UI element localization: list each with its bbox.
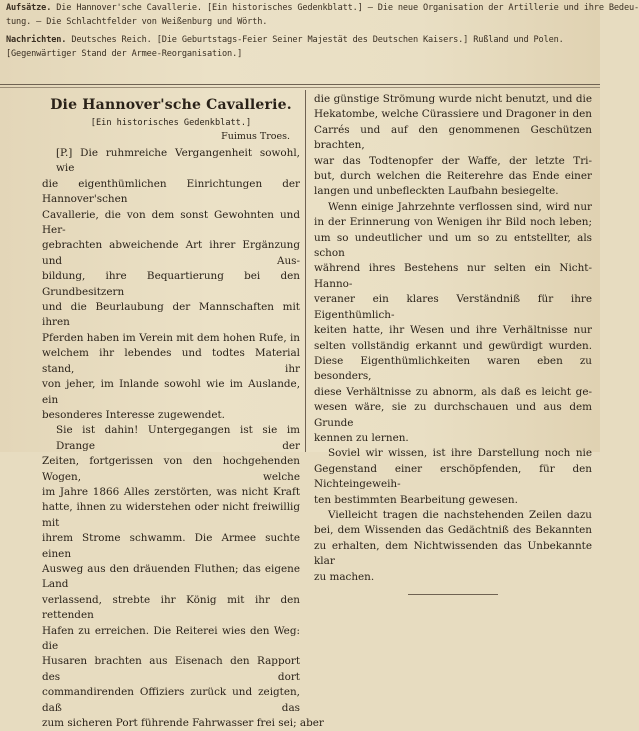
text-line: war das Todtenopfer der Waffe, der letzte Tri- — [314, 154, 592, 167]
text-line: veraner ein klares Verständniß für ihre Eigenthümlich- — [314, 293, 592, 321]
toc-entry: Deutsches Reich. [Die Geburtstags-Feier Seiner Majestät des Deutschen Kaisers.] Rußland und Polen. — [66, 35, 564, 45]
toc-line — [6, 16, 267, 29]
text-line: kennen zu lernen. — [314, 431, 409, 444]
text-line: Vielleicht tragen die nachstehenden Zeilen dazu — [328, 508, 592, 521]
text-line: im Jahre 1866 Alles zerstörten, was nicht Kraft — [42, 485, 300, 498]
article-subtitle: [Ein historisches Gedenkblatt.] — [90, 118, 252, 128]
text-line: zum sicheren Port führende Fahrwasser frei sei; aber — [42, 717, 324, 730]
article-right-column — [314, 92, 592, 595]
text-line: Sie ist dahin! Untergegangen ist sie im Drange der — [56, 424, 300, 452]
text-line: bei, dem Wissenden das Gedächtniß des Bekannten — [314, 524, 592, 537]
text-line: wesen wäre, sie zu durchschauen und aus dem Grunde — [314, 401, 592, 429]
column-divider — [305, 90, 306, 452]
header-divider-secondary — [0, 87, 600, 88]
text-line: but, durch welchen die Reiterehre das Ende einer — [314, 170, 592, 183]
article-body-left — [42, 146, 324, 731]
text-line: von jeher, im Inlande sowohl wie im Auslande, ein — [42, 378, 300, 406]
toc-entry: Die Hannover'sche Cavallerie. [Ein historisches Gedenkblatt.] — Die neue Organisation der Artillerie und ihre Bedeu- — [51, 3, 639, 13]
text-line: um so undeutlicher und um so zu entstellter, als schon — [314, 231, 592, 260]
article-body-right — [314, 92, 592, 585]
text-line: zu erhalten, dem Nichtwissenden das Unbekannte klar — [314, 539, 592, 568]
header-divider — [0, 84, 600, 85]
toc-entry: [Gegenwärtiger Stand der Armee-Reorganisation.] — [6, 49, 243, 59]
text-line: selten vollständig erkannt und gewürdigt wurden. — [314, 339, 592, 352]
text-line: Gegenstand einer erschöpfenden, für den Nichteingeweih- — [314, 462, 592, 491]
toc-line — [6, 2, 639, 15]
text-line: commandirenden Offiziers zurück und zeigten, daß das — [42, 686, 300, 714]
toc-line — [6, 48, 242, 61]
text-line: Carrés und auf den genommenen Geschützen brachten, — [314, 123, 592, 152]
text-line: hatte, ihnen zu widerstehen oder nicht freiwillig mit — [42, 501, 300, 529]
text-line: gebrachten abweichende Art ihrer Ergänzung und Aus- — [42, 239, 300, 267]
text-line: Hafen zu erreichen. Die Reiterei wies den Weg: die — [42, 624, 300, 652]
text-line: Cavallerie, die von dem sonst Gewohnten und Her- — [42, 208, 300, 237]
text-line: Pferden haben im Verein mit dem hohen Rufe, in — [42, 331, 300, 344]
text-line: Ausweg aus den dräuenden Fluthen; das eigene Land — [42, 562, 300, 591]
toc-section-label: Nachrichten. — [6, 35, 67, 45]
text-line: besonderes Interesse zugewendet. — [42, 408, 225, 421]
text-line: Wenn einige Jahrzehnte verflossen sind, wird nur — [328, 200, 592, 213]
text-line: während ihres Bestehens nur selten ein Nicht-Hanno- — [314, 262, 592, 290]
text-line: bildung, ihre Bequartierung bei den Grundbesitzern — [42, 270, 300, 298]
text-line: die eigenthümlichen Einrichtungen der Hannover'schen — [42, 177, 300, 206]
text-line: ten bestimmten Bearbeitung gewesen. — [314, 493, 518, 506]
text-line: in der Erinnerung von Wenigen ihr Bild noch leben; — [314, 216, 592, 229]
text-line: langen und unbefleckten Laufbahn besiegelte. — [314, 185, 559, 198]
article-motto: Fuimus Troes. — [221, 131, 290, 142]
text-line: Husaren brachten aus Eisenach den Rapport des dort — [42, 655, 300, 683]
text-line: Hekatombe, welche Cürassiere und Dragoner in den — [314, 108, 592, 121]
article-end-rule — [408, 594, 498, 595]
text-line: Diese Eigenthümlichkeiten waren eben zu besonders, — [314, 354, 592, 383]
text-line: ihrem Strome schwamm. Die Armee suchte einen — [42, 532, 300, 560]
toc-entry: tung. — Die Schlachtfelder von Weißenburg und Wörth. — [6, 17, 268, 27]
toc-section-label: Aufsätze. — [6, 3, 52, 13]
text-line: und die Beurlaubung der Mannschaften mit ihren — [42, 301, 300, 329]
article-left-column — [42, 92, 324, 731]
text-line: welchem ihr lebendes und todtes Material stand, ihr — [42, 347, 300, 375]
text-line: Zeiten, fortgerissen von den hochgehenden Wogen, welche — [42, 455, 300, 483]
text-line: verlassend, strebte ihr König mit ihr den rettenden — [42, 593, 300, 622]
article-title: Die Hannover'sche Cavallerie. — [50, 97, 292, 113]
text-line: zu machen. — [314, 570, 375, 583]
text-line: die günstige Strömung wurde nicht benutzt, und die — [314, 93, 592, 105]
toc-line — [6, 34, 564, 47]
text-line: keiten hatte, ihr Wesen und ihre Verhältnisse nur — [314, 324, 592, 337]
text-line: Soviel wir wissen, ist ihre Darstellung noch nie — [328, 447, 592, 460]
text-line: diese Verhältnisse zu abnorm, als daß es leicht ge- — [314, 385, 592, 398]
text-line: [P.] Die ruhmreiche Vergangenheit sowohl, wie — [56, 147, 300, 175]
